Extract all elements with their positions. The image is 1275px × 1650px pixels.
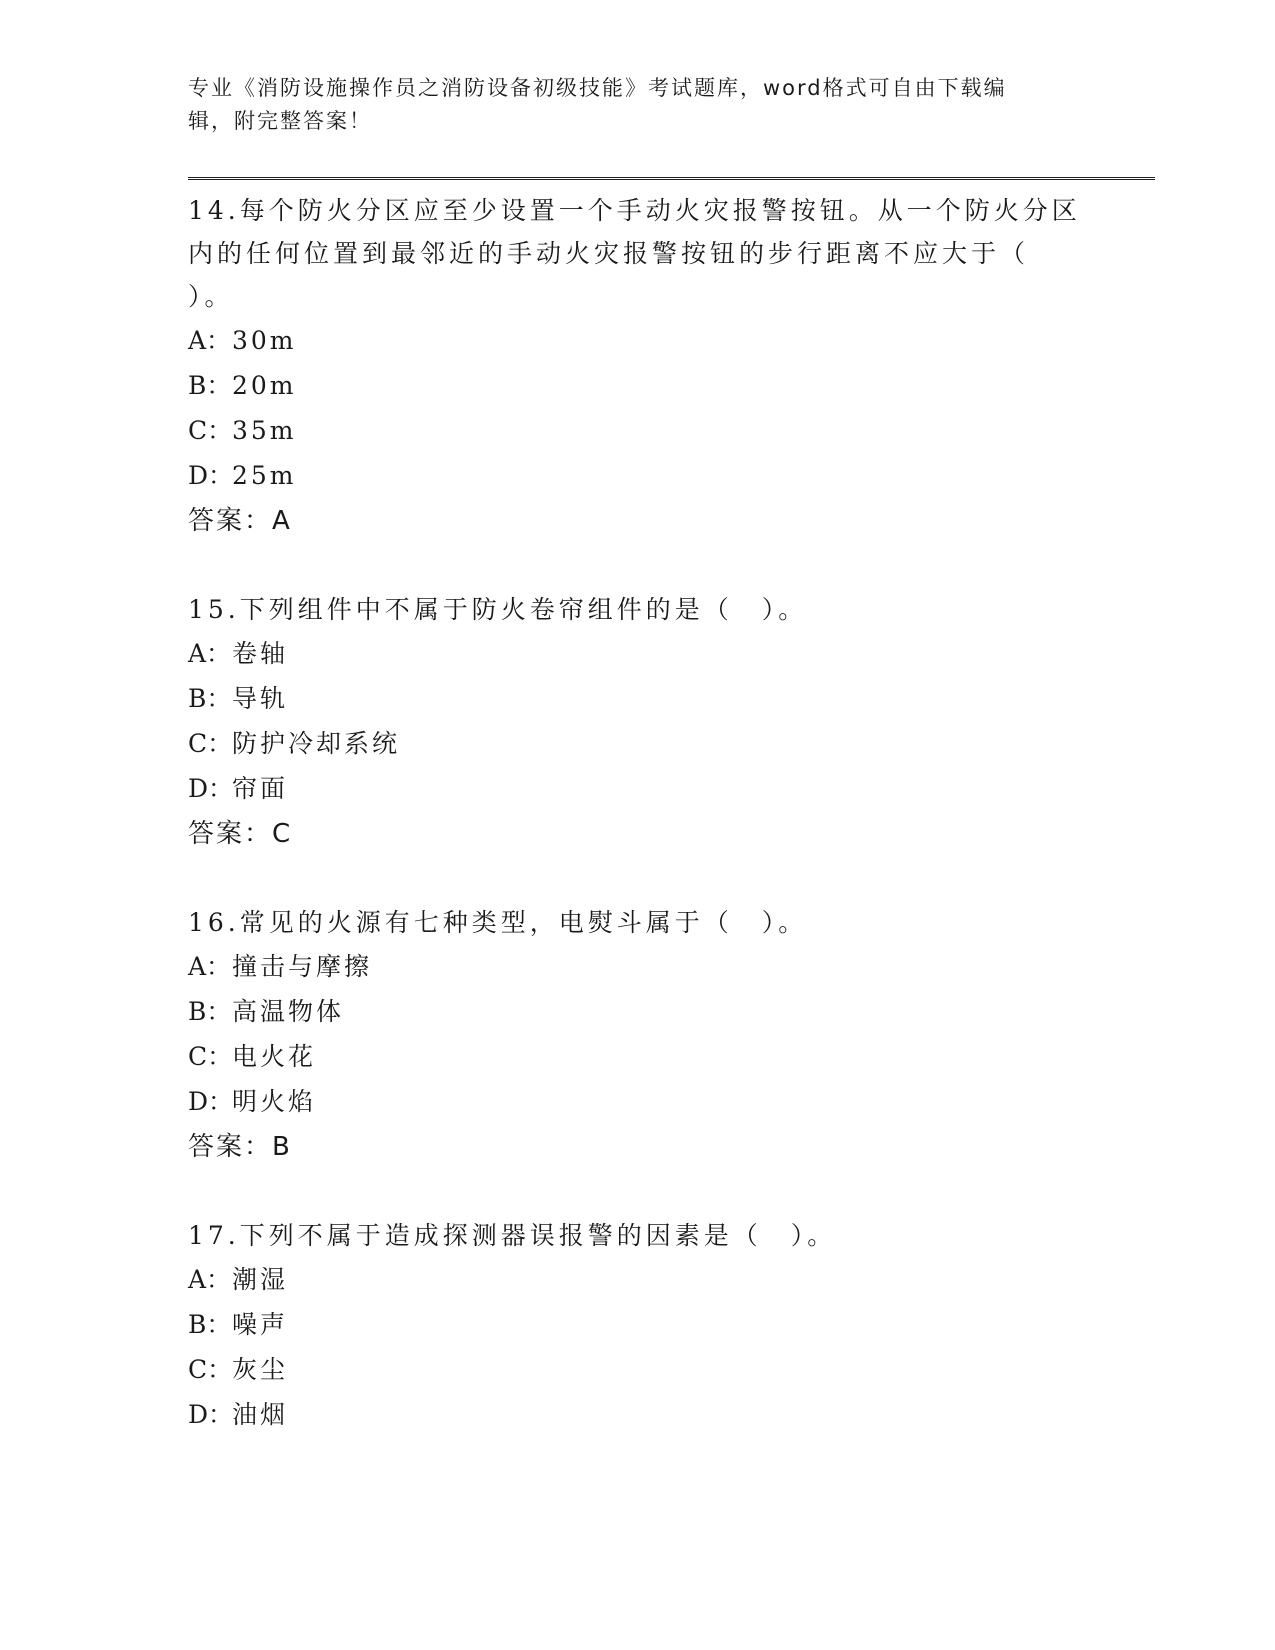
question-17 (188, 1214, 1088, 1437)
option-a (188, 631, 1088, 676)
option-b (188, 1302, 1088, 1347)
question-16 (188, 901, 1088, 1170)
option-d (188, 766, 1088, 811)
option-key: D： (188, 461, 234, 490)
document-header (188, 72, 1088, 138)
option-b (188, 676, 1088, 721)
option-text: 油烟 (232, 1400, 289, 1429)
answer-line: 答案：A (188, 506, 292, 536)
option-text: 撞击与摩擦 (232, 952, 373, 981)
option-text: 防护冷却系统 (232, 729, 401, 758)
option-key: C： (188, 1355, 233, 1384)
option-a (188, 318, 1088, 363)
option-text: 导轨 (232, 684, 289, 713)
option-d (188, 453, 1088, 498)
question-stem-line: 内的任何位置到最邻近的手动火灾报警按钮的步行距离不应大于（ (188, 239, 1030, 268)
option-a (188, 1257, 1088, 1302)
option-a (188, 944, 1088, 989)
option-text: 明火焰 (232, 1087, 317, 1116)
option-key: D： (188, 774, 234, 803)
option-text: 噪声 (232, 1310, 289, 1339)
option-text: 卷轴 (232, 639, 289, 668)
option-key: A： (188, 952, 232, 981)
option-key: B： (188, 371, 232, 400)
option-b (188, 363, 1088, 408)
question-15 (188, 588, 1088, 857)
option-text: 35m (232, 416, 297, 445)
option-key: A： (188, 326, 232, 355)
answer-line: 答案：C (188, 819, 293, 849)
option-key: B： (188, 684, 232, 713)
option-key: C： (188, 416, 233, 445)
option-key: C： (188, 1042, 233, 1071)
option-d (188, 1079, 1088, 1124)
question-stem-line: 15.下列组件中不属于防火卷帘组件的是（ ）。 (188, 595, 808, 624)
option-c (188, 1347, 1088, 1392)
option-text: 帘面 (232, 774, 289, 803)
question-stem-line: 16.常见的火源有七种类型，电熨斗属于（ ）。 (188, 908, 808, 937)
question-stem-line: ）。 (188, 282, 234, 311)
header-line-2: 辑，附完整答案！ (188, 109, 372, 133)
header-divider (188, 177, 1155, 180)
option-c (188, 1034, 1088, 1079)
question-list (188, 189, 1088, 1481)
option-text: 高温物体 (232, 997, 345, 1026)
option-key: B： (188, 1310, 232, 1339)
option-b (188, 989, 1088, 1034)
option-text: 潮湿 (232, 1265, 289, 1294)
option-text: 20m (232, 371, 297, 400)
option-key: C： (188, 729, 233, 758)
option-key: A： (188, 1265, 232, 1294)
question-14 (188, 189, 1088, 544)
option-c (188, 721, 1088, 766)
answer-line: 答案：B (188, 1132, 292, 1162)
option-key: D： (188, 1087, 234, 1116)
option-d (188, 1392, 1088, 1437)
header-line-1: 专业《消防设施操作员之消防设备初级技能》考试题库，word格式可自由下载编 (188, 76, 1007, 100)
option-text: 电火花 (232, 1042, 317, 1071)
question-stem-line: 17.下列不属于造成探测器误报警的因素是（ ）。 (188, 1221, 837, 1250)
question-stem-line: 14.每个防火分区应至少设置一个手动火灾报警按钮。从一个防火分区 (188, 196, 1081, 225)
option-c (188, 408, 1088, 453)
option-text: 30m (232, 326, 297, 355)
option-key: D： (188, 1400, 234, 1429)
option-key: A： (188, 639, 232, 668)
option-text: 25m (232, 461, 297, 490)
option-text: 灰尘 (232, 1355, 289, 1384)
option-key: B： (188, 997, 232, 1026)
